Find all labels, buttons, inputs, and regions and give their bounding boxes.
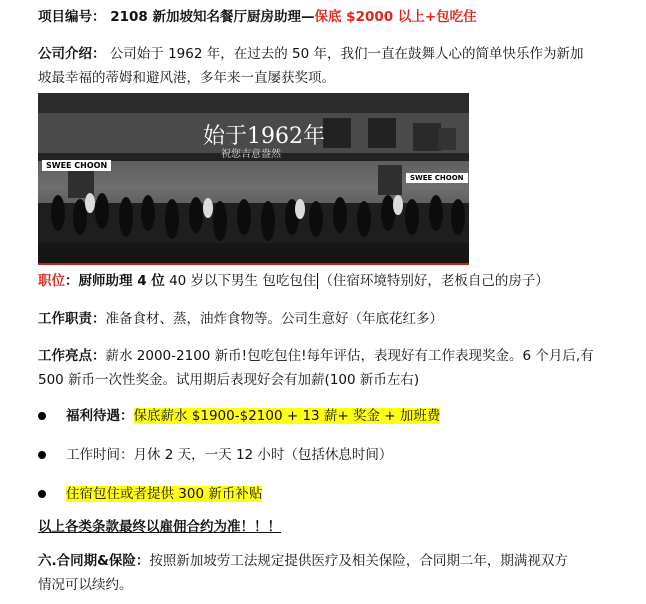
intro-text-1: 公司始于 1962 年，在过去的 50 年，我们一直在鼓舞人心的简单快乐作为新加 — [105, 46, 584, 62]
photo-sign-left: SWEE CHOON — [42, 160, 111, 171]
bullet-dot — [38, 490, 46, 498]
welfare-label: 福利待遇： — [66, 408, 134, 424]
highlights-text-2: 500 新币一次性奖金。试用期后表现好会有加薪(100 新币左右) — [38, 372, 420, 388]
intro-label: 公司介绍： — [38, 46, 106, 62]
hours-item — [66, 445, 392, 465]
contract-line-1 — [38, 551, 568, 571]
position-label: 职位 — [38, 273, 65, 289]
welfare-text: 保底薪水 $1900-$2100 + 13 薪+ 奖金 + 加班费 — [133, 408, 441, 424]
highlights-label: 工作亮点： — [38, 348, 106, 364]
housing-text: 住宿包住或者提供 300 新币补贴 — [66, 486, 263, 502]
photo-sign-right: SWEE CHOON — [406, 173, 468, 183]
position-detail-a: 40 岁以下男生 包吃包住 — [164, 273, 317, 289]
duties-line — [38, 309, 443, 329]
job-header-highlight: 保底 $2000 以上+包吃住 — [314, 9, 477, 25]
highlights-text-1: 薪水 2000-2100 新币!包吃包住!每年评估，表现好有工作表现奖金。6 个月后,有 — [105, 348, 594, 364]
intro-line-2 — [38, 68, 335, 88]
highlights-line-1 — [38, 346, 594, 366]
intro-text-2: 坡最幸福的蒂姆和避风港，多年来一直屡获奖项。 — [38, 70, 335, 86]
welfare-item — [66, 406, 440, 426]
duties-text: 准备食材、蒸，油炸食物等。公司生意好（年底花红多） — [105, 311, 443, 327]
highlights-line-2 — [38, 370, 419, 390]
notice-text: 以上各类条款最终以雇佣合约为准！！！ — [38, 519, 281, 535]
position-detail-b: （住宿环境特别好，老板自己的房子） — [319, 273, 549, 289]
bullet-dot — [38, 451, 46, 459]
bullet-dot — [38, 412, 46, 420]
contract-line-2 — [38, 575, 133, 595]
position-colon: ： — [65, 273, 79, 289]
contract-label: 六.合同期&保险： — [38, 553, 150, 569]
hours-text: 工作时间：月休 2 天，一天 12 小时（包括休息时间） — [66, 447, 393, 463]
notice-line — [38, 517, 281, 537]
position-role: 厨师助理 4 位 — [78, 273, 165, 289]
job-header-prefix: 项目编号： 2108 新加坡知名餐厅厨房助理— — [38, 9, 315, 25]
position-line — [38, 271, 549, 291]
job-header — [38, 7, 477, 27]
housing-item — [66, 484, 262, 504]
intro-line-1 — [38, 44, 584, 64]
duties-label: 工作职责： — [38, 311, 106, 327]
photo-subtitle: 祝您吉意盎然 — [221, 149, 281, 160]
contract-text-2: 情况可以续约。 — [38, 577, 133, 593]
photo-title: 始于1962年 — [203, 124, 325, 149]
contract-text-1: 按照新加坡劳工法规定提供医疗及相关保险，合同期二年，期满视双方 — [149, 553, 568, 569]
restaurant-photo — [38, 93, 469, 265]
